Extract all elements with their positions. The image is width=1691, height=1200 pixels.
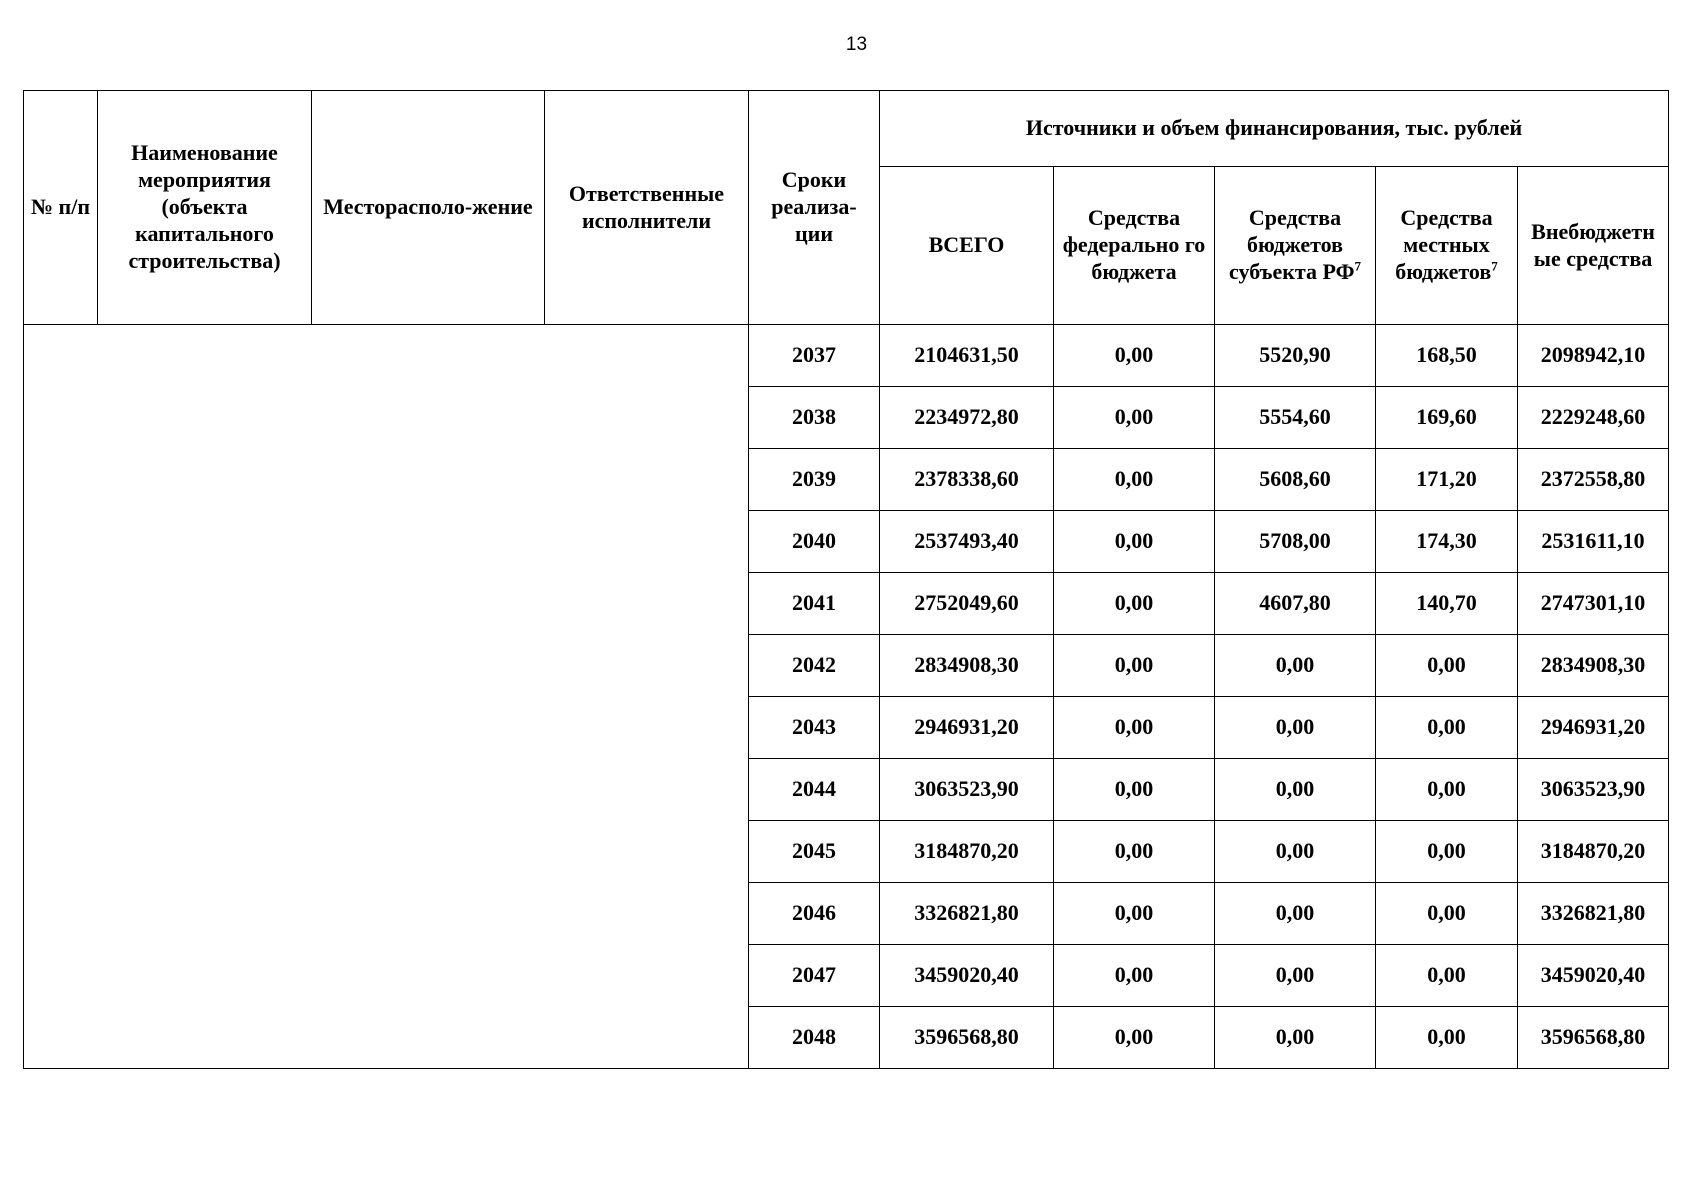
cell-federal: 0,00: [1054, 449, 1215, 511]
header-subject-label: Средства бюджетов субъекта РФ: [1229, 205, 1355, 284]
cell-local: 0,00: [1376, 883, 1518, 945]
cell-federal: 0,00: [1054, 759, 1215, 821]
table-body: [24, 325, 1669, 1069]
cell-extra: 3063523,90: [1518, 759, 1669, 821]
cell-extra: 3326821,80: [1518, 883, 1669, 945]
cell-local: 0,00: [1376, 821, 1518, 883]
cell-year: 2040: [749, 511, 880, 573]
cell-extra: 2098942,10: [1518, 325, 1669, 387]
cell-extra: 2946931,20: [1518, 697, 1669, 759]
table-header: [24, 91, 1669, 325]
cell-federal: 0,00: [1054, 573, 1215, 635]
cell-extra: 2834908,30: [1518, 635, 1669, 697]
cell-local: 168,50: [1376, 325, 1518, 387]
cell-local: 0,00: [1376, 697, 1518, 759]
header-total: ВСЕГО: [880, 167, 1054, 325]
header-responsible: Ответственные исполнители: [545, 91, 749, 325]
cell-federal: 0,00: [1054, 883, 1215, 945]
cell-local: 0,00: [1376, 759, 1518, 821]
cell-federal: 0,00: [1054, 1007, 1215, 1069]
cell-extra: 2229248,60: [1518, 387, 1669, 449]
cell-total: 2378338,60: [880, 449, 1054, 511]
merged-empty-cell: [24, 325, 749, 1069]
cell-federal: 0,00: [1054, 325, 1215, 387]
cell-total: 2946931,20: [880, 697, 1054, 759]
cell-total: 2537493,40: [880, 511, 1054, 573]
cell-federal: 0,00: [1054, 945, 1215, 1007]
cell-year: 2047: [749, 945, 880, 1007]
cell-year: 2046: [749, 883, 880, 945]
cell-year: 2048: [749, 1007, 880, 1069]
cell-subject: 0,00: [1215, 945, 1376, 1007]
cell-extra: 2372558,80: [1518, 449, 1669, 511]
cell-subject: 4607,80: [1215, 573, 1376, 635]
header-subject: [1215, 167, 1376, 325]
cell-subject: 0,00: [1215, 1007, 1376, 1069]
cell-local: 0,00: [1376, 1007, 1518, 1069]
cell-local: 169,60: [1376, 387, 1518, 449]
footnote-marker: 7: [1354, 258, 1361, 274]
financing-table: [23, 90, 1669, 1069]
cell-federal: 0,00: [1054, 635, 1215, 697]
cell-extra: 2747301,10: [1518, 573, 1669, 635]
cell-extra: 3184870,20: [1518, 821, 1669, 883]
cell-subject: 5708,00: [1215, 511, 1376, 573]
header-extra: Внебюджетн ые средства: [1518, 167, 1669, 325]
cell-total: 2234972,80: [880, 387, 1054, 449]
cell-subject: 0,00: [1215, 759, 1376, 821]
cell-year: 2039: [749, 449, 880, 511]
header-period: Сроки реализа-ции: [749, 91, 880, 325]
cell-federal: 0,00: [1054, 511, 1215, 573]
header-financing-group: Источники и объем финансирования, тыс. рублей: [880, 91, 1669, 167]
cell-extra: 3596568,80: [1518, 1007, 1669, 1069]
header-location: Месторасполо-жение: [312, 91, 545, 325]
cell-year: 2038: [749, 387, 880, 449]
cell-subject: 0,00: [1215, 635, 1376, 697]
cell-subject: 0,00: [1215, 821, 1376, 883]
cell-federal: 0,00: [1054, 387, 1215, 449]
cell-total: 2752049,60: [880, 573, 1054, 635]
cell-year: 2044: [749, 759, 880, 821]
cell-year: 2037: [749, 325, 880, 387]
header-federal: Средства федерально го бюджета: [1054, 167, 1215, 325]
header-name: Наименование мероприятия (объекта капитального строительства): [98, 91, 312, 325]
cell-total: 2834908,30: [880, 635, 1054, 697]
cell-total: 3326821,80: [880, 883, 1054, 945]
cell-local: 171,20: [1376, 449, 1518, 511]
cell-subject: 5608,60: [1215, 449, 1376, 511]
cell-subject: 0,00: [1215, 697, 1376, 759]
cell-total: 3063523,90: [880, 759, 1054, 821]
cell-local: 0,00: [1376, 635, 1518, 697]
table-row: [24, 325, 1669, 387]
page-number: 13: [845, 34, 868, 55]
cell-local: 140,70: [1376, 573, 1518, 635]
cell-year: 2043: [749, 697, 880, 759]
cell-local: 0,00: [1376, 945, 1518, 1007]
cell-extra: 2531611,10: [1518, 511, 1669, 573]
cell-subject: 5520,90: [1215, 325, 1376, 387]
cell-total: 2104631,50: [880, 325, 1054, 387]
header-local-label: Средства местных бюджетов: [1395, 205, 1493, 284]
cell-year: 2042: [749, 635, 880, 697]
cell-federal: 0,00: [1054, 821, 1215, 883]
cell-total: 3459020,40: [880, 945, 1054, 1007]
cell-year: 2045: [749, 821, 880, 883]
footnote-marker: 7: [1491, 258, 1498, 274]
cell-federal: 0,00: [1054, 697, 1215, 759]
header-local: [1376, 167, 1518, 325]
cell-total: 3596568,80: [880, 1007, 1054, 1069]
header-num: № п/п: [24, 91, 98, 325]
cell-subject: 5554,60: [1215, 387, 1376, 449]
cell-total: 3184870,20: [880, 821, 1054, 883]
cell-subject: 0,00: [1215, 883, 1376, 945]
cell-local: 174,30: [1376, 511, 1518, 573]
cell-year: 2041: [749, 573, 880, 635]
cell-extra: 3459020,40: [1518, 945, 1669, 1007]
